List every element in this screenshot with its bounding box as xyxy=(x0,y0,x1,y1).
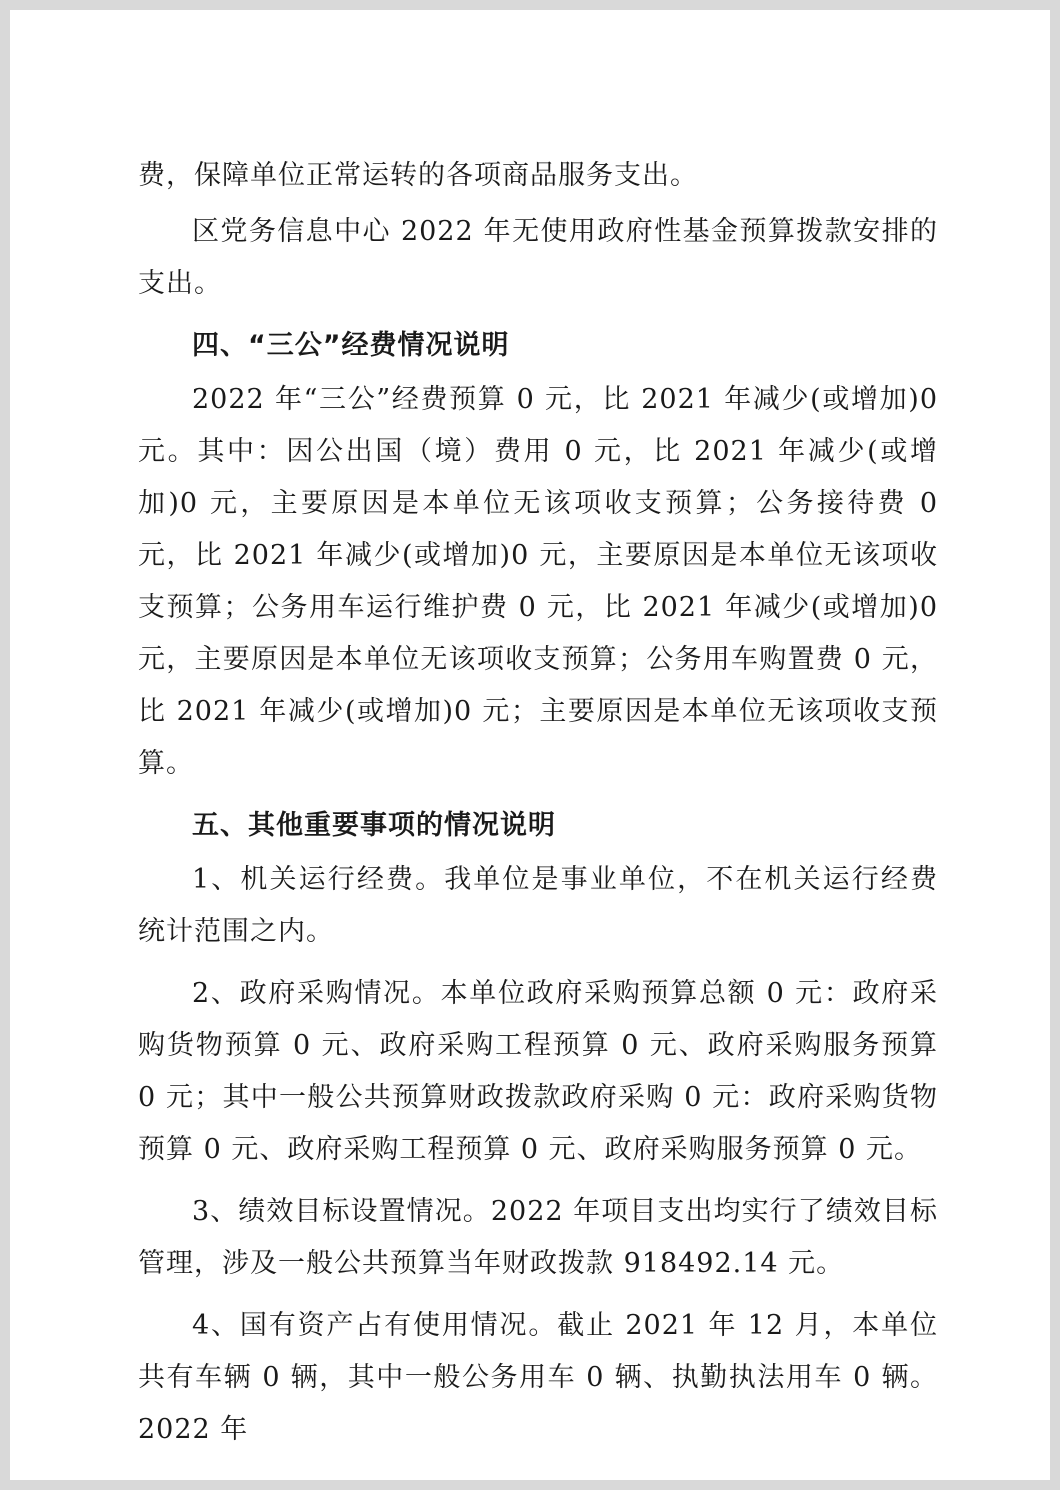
paragraph-state-assets: 4、国有资产占有使用情况。截止 2021 年 12 月，本单位共有车辆 0 辆，其中一般公务用车 0 辆、执勤执法用车 0 辆。2022 年 xyxy=(138,1310,938,1445)
paragraph-government-procurement: 2、政府采购情况。本单位政府采购预算总额 0 元：政府采购货物预算 0 元、政府采购工程预算 0 元、政府采购服务预算 0 元；其中一般公共预算财政拨款政府采购 0 元：政府采购货物预算 0 元、政府采购工程预算 0 元、政府采购服务预算 0 元。 xyxy=(138,978,938,1165)
document-body xyxy=(138,150,938,1456)
paragraph-agency-operating-expenses: 1、机关运行经费。我单位是事业单位，不在机关运行经费统计范围之内。 xyxy=(138,864,938,947)
paragraph-fund-budget: 区党务信息中心 2022 年无使用政府性基金预算拨款安排的支出。 xyxy=(138,216,938,299)
document-page xyxy=(10,10,1050,1480)
section-title-three-public-expenses: 四、“三公”经费情况说明 xyxy=(192,330,510,361)
paragraph-performance-targets: 3、绩效目标设置情况。2022 年项目支出均实行了绩效目标管理，涉及一般公共预算当年财政拨款 918492.14 元。 xyxy=(138,1196,938,1279)
paragraph-continuation: 费，保障单位正常运转的各项商品服务支出。 xyxy=(138,160,698,191)
paragraph-three-public-expenses: 2022 年“三公”经费预算 0 元，比 2021 年减少(或增加)0 元。其中：因公出国（境）费用 0 元，比 2021 年减少(或增加)0 元，主要原因是本单位无该项收支预算；公务接待费 0 元，比 2021 年减少(或增加)0 元，主要原因是本单位无该项收支预算；公务用车运行维护费 0 元，比 2021 年减少(或增加)0 元，主要原因是本单位无该项收支预算；公务用车购置费 0 元，比 2021 年减少(或增加)0 元；主要原因是本单位无该项收支预算。 xyxy=(138,384,938,779)
section-title-other-important-matters: 五、其他重要事项的情况说明 xyxy=(192,810,556,841)
